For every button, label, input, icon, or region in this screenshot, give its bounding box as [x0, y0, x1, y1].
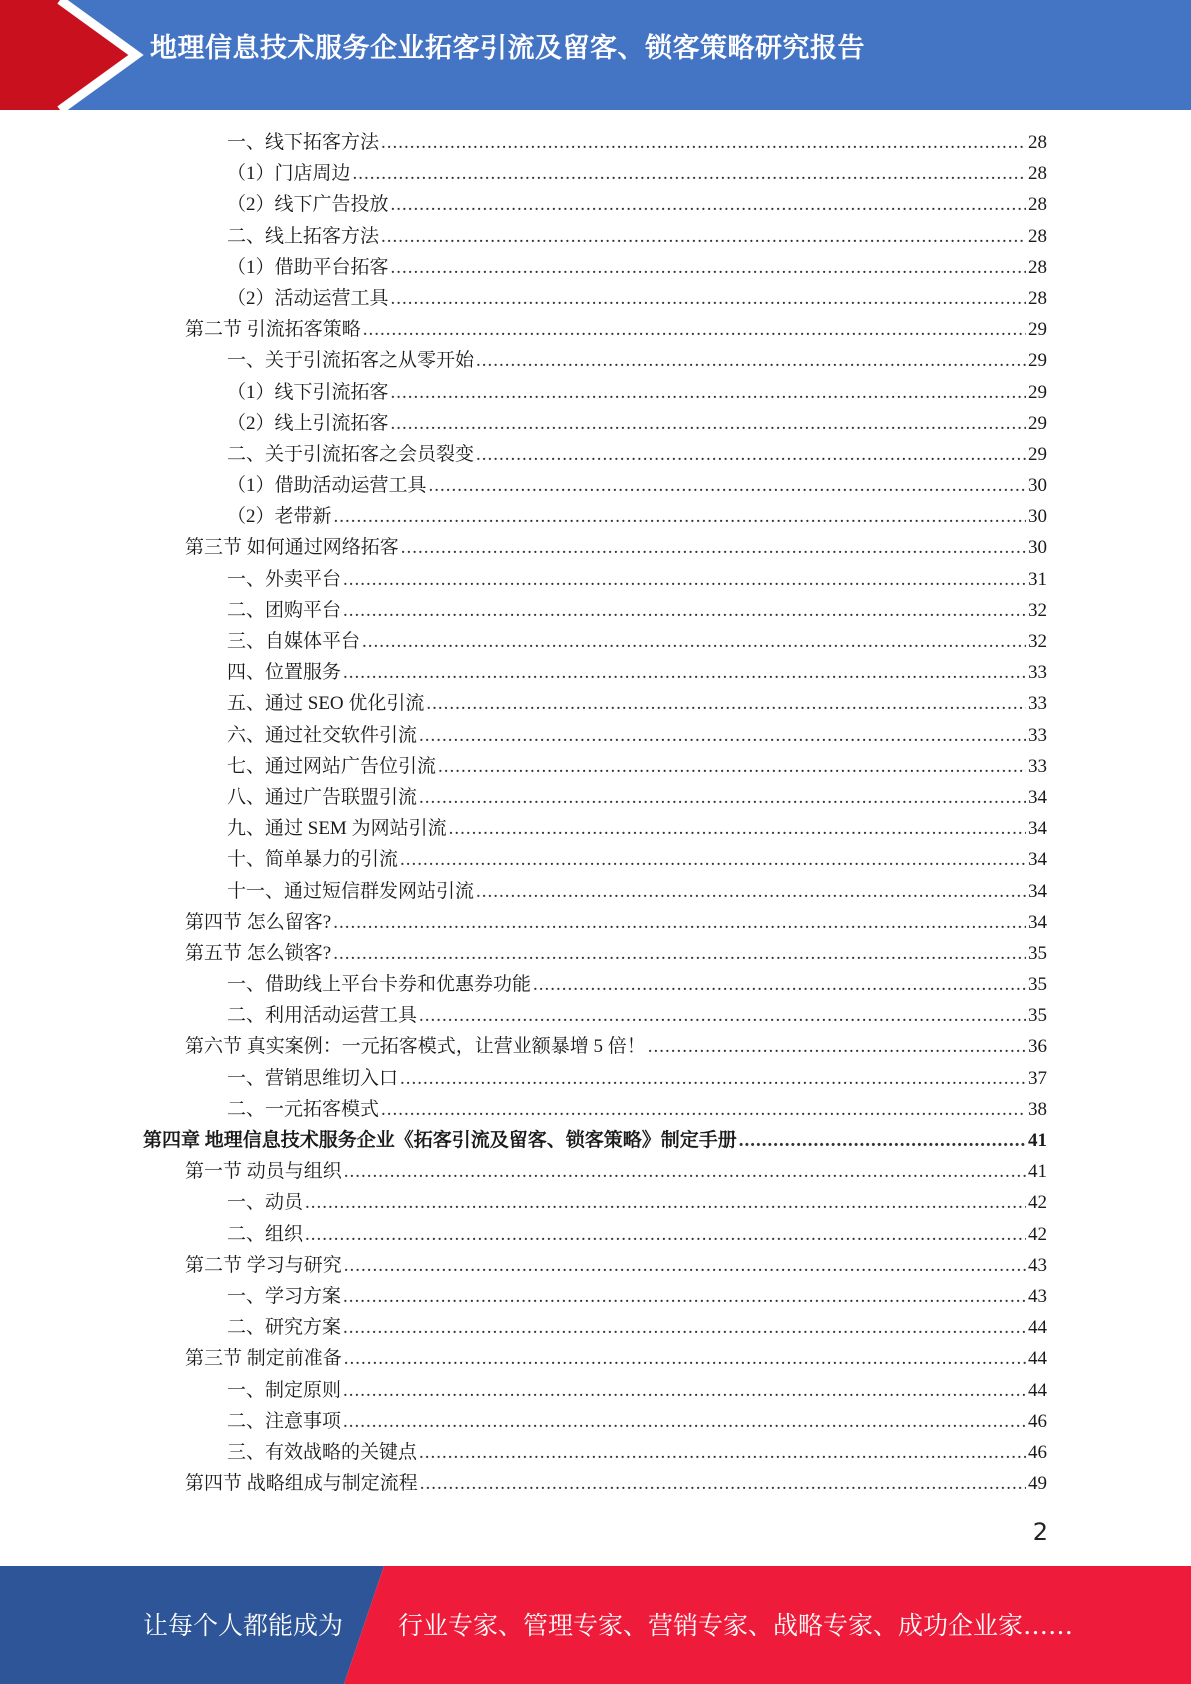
toc-entry-label: （2）老带新	[227, 506, 332, 528]
toc-entry[interactable]	[143, 1468, 1047, 1499]
toc-dot-leader	[391, 283, 1026, 314]
toc-entry-page: 35	[1028, 942, 1047, 964]
toc-entry-page: 28	[1028, 225, 1047, 247]
toc-entry-label: 第二节 学习与研究	[185, 1254, 342, 1276]
toc-dot-leader	[476, 876, 1026, 907]
toc-entry-page: 28	[1028, 287, 1047, 309]
toc-dot-leader	[739, 1125, 1026, 1156]
toc-dot-leader	[363, 314, 1026, 345]
toc-entry-label: 一、营销思维切入口	[227, 1067, 399, 1089]
toc-entry-page: 33	[1028, 662, 1047, 684]
toc-entry-page: 28	[1028, 132, 1047, 153]
toc-entry-label: 第一节 动员与组织	[185, 1161, 342, 1183]
toc-entry-label: （1）门店周边	[227, 163, 351, 185]
toc-entry-page: 31	[1028, 568, 1047, 590]
toc-entry-label: 第六节 真实案例：一元拓客模式，让营业额暴增 5 倍！	[185, 1036, 646, 1058]
toc-dot-leader	[391, 377, 1026, 408]
toc-entry[interactable]	[143, 408, 1047, 439]
toc-dot-leader	[343, 657, 1026, 688]
toc-entry[interactable]	[143, 1031, 1047, 1062]
toc-dot-leader	[381, 127, 1026, 158]
toc-dot-leader	[343, 1281, 1026, 1312]
toc-entry-page: 33	[1028, 693, 1047, 715]
toc-dot-leader	[391, 252, 1026, 283]
toc-dot-leader	[333, 938, 1026, 969]
toc-entry[interactable]	[143, 813, 1047, 844]
toc-entry[interactable]	[143, 158, 1047, 189]
toc-entry[interactable]	[143, 1343, 1047, 1374]
toc-entry-page: 49	[1028, 1473, 1047, 1495]
toc-entry[interactable]	[143, 688, 1047, 719]
toc-entry[interactable]	[143, 1219, 1047, 1250]
toc-entry[interactable]	[143, 1250, 1047, 1281]
toc-dot-leader	[400, 844, 1026, 875]
toc-entry-label: 第四节 战略组成与制定流程	[185, 1473, 418, 1495]
toc-entry[interactable]	[143, 657, 1047, 688]
toc-dot-leader	[333, 907, 1026, 938]
toc-entry-label: 二、线上拓客方法	[227, 225, 380, 247]
toc-entry[interactable]	[143, 221, 1047, 252]
toc-entry-page: 32	[1028, 631, 1047, 652]
toc-dot-leader	[420, 1468, 1026, 1499]
toc-entry-page: 46	[1028, 1441, 1047, 1463]
header-red-arrow	[0, 0, 136, 110]
toc-entry[interactable]	[143, 782, 1047, 813]
toc-dot-leader	[419, 720, 1026, 751]
toc-entry-label: 第二节 引流拓客策略	[185, 319, 361, 341]
toc-dot-leader	[344, 1250, 1026, 1281]
toc-entry-label: 一、外卖平台	[227, 568, 342, 590]
toc-entry-page: 30	[1028, 537, 1047, 559]
toc-entry[interactable]	[143, 595, 1047, 626]
toc-entry-page: 32	[1028, 599, 1047, 621]
toc-entry-label: 第四章 地理信息技术服务企业《拓客引流及留客、锁客策略》制定手册	[143, 1130, 737, 1151]
toc-entry-page: 42	[1028, 1192, 1047, 1214]
toc-entry-page: 34	[1028, 818, 1047, 840]
toc-entry-label: 二、关于引流拓客之会员裂变	[227, 443, 475, 465]
toc-entry-page: 34	[1028, 911, 1047, 933]
toc-entry[interactable]	[143, 470, 1047, 501]
toc-entry[interactable]	[143, 1125, 1047, 1156]
toc-entry[interactable]	[143, 1312, 1047, 1343]
toc-dot-leader	[426, 688, 1026, 719]
toc-entry-page: 29	[1028, 319, 1047, 341]
toc-entry-page: 33	[1028, 755, 1047, 777]
toc-entry-label: 一、借助线上平台卡券和优惠券功能	[227, 974, 532, 996]
toc-entry[interactable]	[143, 189, 1047, 220]
toc-entry-page: 35	[1028, 974, 1047, 996]
toc-dot-leader	[343, 564, 1026, 595]
toc-dot-leader	[343, 595, 1026, 626]
toc-dot-leader	[449, 813, 1026, 844]
toc-dot-leader	[533, 969, 1026, 1000]
toc-entry[interactable]	[143, 501, 1047, 532]
report-title: 地理信息技术服务企业拓客引流及留客、锁客策略研究报告	[150, 33, 865, 64]
toc-entry-label: 七、通过网站广告位引流	[227, 755, 437, 777]
toc-entry[interactable]	[143, 377, 1047, 408]
toc-entry-label: 四、位置服务	[227, 662, 342, 684]
toc-entry[interactable]	[143, 751, 1047, 782]
toc-entry[interactable]	[143, 1063, 1047, 1094]
toc-entry-page: 41	[1028, 1130, 1047, 1151]
toc-entry[interactable]	[143, 1187, 1047, 1218]
toc-entry-label: 第五节 怎么锁客?	[185, 942, 332, 964]
toc-entry-page: 29	[1028, 350, 1047, 372]
toc-entry[interactable]	[143, 938, 1047, 969]
toc-dot-leader	[344, 1156, 1026, 1187]
toc-dot-leader	[476, 345, 1026, 376]
toc-entry-page: 43	[1028, 1254, 1047, 1276]
footer-slogan-right: 行业专家、管理专家、营销专家、战略专家、成功企业家……	[398, 1611, 1074, 1640]
toc-entry-page: 30	[1028, 475, 1047, 497]
toc-entry-page: 41	[1028, 1161, 1047, 1183]
toc-entry-page: 29	[1028, 381, 1047, 403]
toc-entry[interactable]	[143, 1375, 1047, 1406]
toc-entry[interactable]	[143, 127, 1047, 158]
toc-entry-page: 38	[1028, 1098, 1047, 1120]
toc-dot-leader	[400, 1063, 1026, 1094]
toc-entry-label: 五、通过 SEO 优化引流	[227, 693, 425, 715]
toc-entry-label: （2）线下广告投放	[227, 194, 389, 216]
toc-entry-label: 三、自媒体平台	[227, 631, 361, 652]
toc-entry[interactable]	[143, 1000, 1047, 1031]
toc-entry-label: 第三节 如何通过网络拓客	[185, 537, 399, 559]
toc-entry-page: 34	[1028, 786, 1047, 808]
toc-entry-label: 第三节 制定前准备	[185, 1348, 342, 1370]
toc-entry-label: 六、通过社交软件引流	[227, 724, 418, 746]
toc-dot-leader	[381, 1094, 1026, 1125]
toc-entry[interactable]	[143, 626, 1047, 657]
table-of-contents	[143, 127, 1047, 1499]
toc-entry-label: 二、团购平台	[227, 599, 342, 621]
toc-entry-page: 42	[1028, 1223, 1047, 1245]
toc-entry-page: 36	[1028, 1036, 1047, 1058]
toc-entry[interactable]	[143, 1094, 1047, 1125]
toc-dot-leader	[438, 751, 1026, 782]
toc-entry-label: 一、线下拓客方法	[227, 132, 380, 153]
toc-dot-leader	[344, 1343, 1026, 1374]
toc-entry-label: 十、简单暴力的引流	[227, 849, 399, 871]
toc-entry[interactable]	[143, 1156, 1047, 1187]
toc-dot-leader	[362, 626, 1026, 657]
toc-entry[interactable]	[143, 283, 1047, 314]
toc-dot-leader	[401, 532, 1026, 563]
toc-entry-page: 33	[1028, 724, 1047, 746]
toc-entry-label: 一、关于引流拓客之从零开始	[227, 350, 475, 372]
page-footer	[0, 1566, 1191, 1684]
toc-entry-page: 35	[1028, 1005, 1047, 1027]
toc-entry-label: 九、通过 SEM 为网站引流	[227, 818, 447, 840]
toc-dot-leader	[648, 1031, 1026, 1062]
toc-entry-page: 46	[1028, 1410, 1047, 1432]
toc-entry[interactable]	[143, 969, 1047, 1000]
toc-dot-leader	[419, 1000, 1026, 1031]
toc-entry-label: 第四节 怎么留客?	[185, 911, 332, 933]
toc-entry-page: 44	[1028, 1348, 1047, 1370]
toc-dot-leader	[343, 1312, 1026, 1343]
toc-entry-page: 29	[1028, 443, 1047, 465]
toc-entry-label: 二、一元拓客模式	[227, 1098, 380, 1120]
page-number: 2	[1032, 1518, 1048, 1546]
toc-entry[interactable]	[143, 1406, 1047, 1437]
toc-entry-label: （1）借助活动运营工具	[227, 475, 427, 497]
toc-entry-page: 43	[1028, 1285, 1047, 1307]
toc-dot-leader	[429, 470, 1026, 501]
toc-entry[interactable]	[143, 720, 1047, 751]
toc-entry-label: 八、通过广告联盟引流	[227, 786, 418, 808]
toc-entry[interactable]	[143, 345, 1047, 376]
toc-entry-page: 30	[1028, 506, 1047, 528]
toc-dot-leader	[343, 1406, 1026, 1437]
toc-dot-leader	[381, 221, 1026, 252]
toc-entry[interactable]	[143, 876, 1047, 907]
footer-slogan-left: 让每个人都能成为	[143, 1611, 344, 1640]
toc-entry[interactable]	[143, 532, 1047, 563]
toc-entry[interactable]	[143, 252, 1047, 283]
toc-entry-label: （2）线上引流拓客	[227, 412, 389, 434]
toc-entry-label: 二、研究方案	[227, 1317, 342, 1339]
toc-entry-page: 28	[1028, 163, 1047, 185]
toc-dot-leader	[391, 189, 1026, 220]
toc-entry[interactable]	[143, 844, 1047, 875]
toc-entry-label: 三、有效战略的关键点	[227, 1441, 418, 1463]
toc-entry-page: 44	[1028, 1317, 1047, 1339]
toc-dot-leader	[334, 501, 1026, 532]
toc-entry-label: 一、制定原则	[227, 1379, 342, 1401]
toc-entry-label: 二、组织	[227, 1223, 304, 1245]
toc-entry-label: 二、利用活动运营工具	[227, 1005, 418, 1027]
page-header	[0, 0, 1191, 110]
toc-entry-label: （1）线下引流拓客	[227, 381, 389, 403]
toc-dot-leader	[476, 439, 1026, 470]
toc-entry[interactable]	[143, 314, 1047, 345]
toc-entry-page: 44	[1028, 1379, 1047, 1401]
toc-entry-page: 28	[1028, 194, 1047, 216]
toc-entry[interactable]	[143, 1281, 1047, 1312]
toc-dot-leader	[343, 1375, 1026, 1406]
toc-dot-leader	[353, 158, 1026, 189]
toc-entry[interactable]	[143, 907, 1047, 938]
toc-entry-label: （1）借助平台拓客	[227, 256, 389, 278]
toc-entry-page: 34	[1028, 880, 1047, 902]
toc-entry-label: 十一、通过短信群发网站引流	[227, 880, 475, 902]
toc-dot-leader	[419, 1437, 1026, 1468]
toc-dot-leader	[419, 782, 1026, 813]
toc-dot-leader	[305, 1219, 1026, 1250]
toc-entry-page: 34	[1028, 849, 1047, 871]
toc-entry-label: 二、注意事项	[227, 1410, 342, 1432]
toc-entry-page: 37	[1028, 1067, 1047, 1089]
toc-dot-leader	[305, 1187, 1026, 1218]
toc-entry-label: 一、学习方案	[227, 1285, 342, 1307]
toc-entry-label: 一、动员	[227, 1192, 304, 1214]
toc-entry[interactable]	[143, 439, 1047, 470]
toc-entry-label: （2）活动运营工具	[227, 287, 389, 309]
toc-entry-page: 28	[1028, 256, 1047, 278]
toc-entry[interactable]	[143, 564, 1047, 595]
toc-entry-page: 29	[1028, 412, 1047, 434]
toc-dot-leader	[391, 408, 1026, 439]
toc-entry[interactable]	[143, 1437, 1047, 1468]
